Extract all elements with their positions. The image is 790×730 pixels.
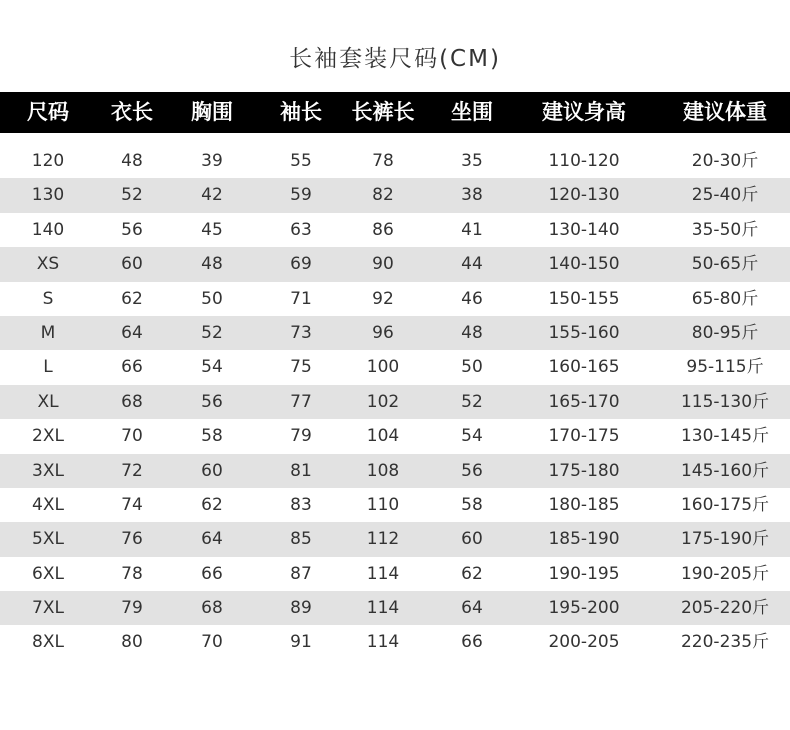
cell-chest: 45 [201, 219, 223, 240]
cell-weight: 20-30斤 [691, 151, 759, 171]
cell-pants-length: 82 [372, 185, 394, 206]
page-title: 长袖套装尺码(CM) [289, 46, 501, 72]
cell-size: 7XL [32, 598, 64, 619]
cell-weight: 50-65斤 [691, 254, 759, 275]
table-row [0, 419, 790, 453]
cell-chest: 54 [201, 357, 223, 378]
cell-chest: 56 [201, 391, 223, 412]
cell-hip: 41 [461, 219, 483, 240]
cell-hip: 58 [461, 494, 483, 515]
cell-hip: 48 [461, 322, 483, 343]
table-row [0, 282, 790, 316]
cell-sleeve: 87 [290, 563, 312, 584]
header-height: 建议身高 [542, 100, 626, 124]
cell-length: 60 [121, 254, 143, 275]
cell-length: 48 [121, 151, 143, 171]
cell-pants-length: 102 [366, 391, 400, 412]
table-row [0, 557, 790, 591]
cell-weight: 35-50斤 [691, 219, 759, 240]
header-chest: 胸围 [191, 100, 233, 124]
cell-weight: 175-190斤 [680, 529, 770, 550]
cell-length: 64 [121, 322, 143, 343]
cell-weight: 190-205斤 [680, 563, 770, 584]
cell-chest: 70 [201, 632, 223, 653]
cell-pants-length: 110 [366, 494, 400, 515]
cell-chest: 66 [201, 563, 223, 584]
table-row [0, 522, 790, 556]
cell-size: 2XL [32, 426, 64, 447]
cell-hip: 52 [461, 391, 483, 412]
cell-pants-length: 92 [372, 288, 394, 309]
cell-sleeve: 55 [290, 151, 312, 171]
cell-length: 76 [121, 529, 143, 550]
cell-chest: 50 [201, 288, 223, 309]
cell-height: 140-150 [548, 254, 620, 275]
table-row [0, 144, 790, 178]
table-row [0, 350, 790, 384]
cell-pants-length: 114 [366, 563, 400, 584]
cell-size: 5XL [32, 529, 64, 550]
cell-sleeve: 81 [290, 460, 312, 481]
cell-pants-length: 108 [366, 460, 400, 481]
cell-size: 130 [31, 185, 65, 206]
cell-hip: 60 [461, 529, 483, 550]
cell-length: 78 [121, 563, 143, 584]
cell-hip: 38 [461, 185, 483, 206]
cell-hip: 50 [461, 357, 483, 378]
cell-sleeve: 73 [290, 322, 312, 343]
cell-size: 6XL [32, 563, 64, 584]
cell-sleeve: 63 [290, 219, 312, 240]
table-header [0, 92, 790, 133]
cell-height: 175-180 [548, 460, 620, 481]
cell-weight: 130-145斤 [680, 426, 770, 447]
header-size: 尺码 [27, 100, 69, 124]
cell-weight: 25-40斤 [691, 185, 759, 206]
cell-hip: 46 [461, 288, 483, 309]
cell-height: 130-140 [548, 219, 620, 240]
cell-chest: 64 [201, 529, 223, 550]
cell-size: XL [37, 391, 59, 412]
header-sleeve: 袖长 [280, 100, 322, 124]
header-hip: 坐围 [451, 100, 493, 124]
table-row [0, 385, 790, 419]
header-weight: 建议体重 [683, 100, 767, 124]
cell-sleeve: 85 [290, 529, 312, 550]
table-row [0, 488, 790, 522]
cell-weight: 115-130斤 [680, 391, 770, 412]
cell-pants-length: 114 [366, 632, 400, 653]
table-row [0, 316, 790, 350]
cell-size: M [40, 322, 56, 343]
cell-pants-length: 86 [372, 219, 394, 240]
cell-length: 52 [121, 185, 143, 206]
cell-length: 66 [121, 357, 143, 378]
cell-weight: 205-220斤 [680, 598, 770, 619]
cell-chest: 62 [201, 494, 223, 515]
cell-height: 180-185 [548, 494, 620, 515]
cell-weight: 80-95斤 [691, 322, 759, 343]
cell-weight: 160-175斤 [680, 494, 770, 515]
cell-sleeve: 89 [290, 598, 312, 619]
cell-sleeve: 71 [290, 288, 312, 309]
cell-size: 3XL [32, 460, 64, 481]
table-row [0, 247, 790, 281]
cell-pants-length: 104 [366, 426, 400, 447]
cell-hip: 64 [461, 598, 483, 619]
cell-pants-length: 90 [372, 254, 394, 275]
cell-sleeve: 91 [290, 632, 312, 653]
cell-height: 160-165 [548, 357, 620, 378]
table-row [0, 591, 790, 625]
cell-chest: 39 [201, 151, 223, 171]
cell-length: 72 [121, 460, 143, 481]
cell-size: S [42, 288, 54, 309]
cell-sleeve: 75 [290, 357, 312, 378]
cell-hip: 54 [461, 426, 483, 447]
cell-sleeve: 69 [290, 254, 312, 275]
cell-length: 80 [121, 632, 143, 653]
cell-height: 185-190 [548, 529, 620, 550]
table-row [0, 454, 790, 488]
cell-pants-length: 96 [372, 322, 394, 343]
header-length: 衣长 [111, 100, 153, 124]
cell-chest: 52 [201, 322, 223, 343]
table-row [0, 625, 790, 659]
cell-hip: 44 [461, 254, 483, 275]
cell-chest: 48 [201, 254, 223, 275]
cell-hip: 62 [461, 563, 483, 584]
cell-pants-length: 100 [366, 357, 400, 378]
size-table-body [0, 144, 790, 660]
cell-chest: 60 [201, 460, 223, 481]
cell-size: 120 [31, 151, 65, 171]
cell-pants-length: 114 [366, 598, 400, 619]
cell-height: 120-130 [548, 185, 620, 206]
cell-height: 170-175 [548, 426, 620, 447]
cell-pants-length: 78 [372, 151, 394, 171]
cell-sleeve: 79 [290, 426, 312, 447]
cell-chest: 42 [201, 185, 223, 206]
cell-chest: 58 [201, 426, 223, 447]
cell-size: 140 [31, 219, 65, 240]
cell-length: 79 [121, 598, 143, 619]
header-pants-length: 长裤长 [351, 100, 415, 124]
cell-length: 56 [121, 219, 143, 240]
cell-weight: 145-160斤 [680, 460, 770, 481]
cell-height: 190-195 [548, 563, 620, 584]
cell-height: 150-155 [548, 288, 620, 309]
cell-size: XS [36, 254, 60, 275]
cell-height: 110-120 [548, 151, 620, 171]
cell-height: 165-170 [548, 391, 620, 412]
cell-size: 4XL [32, 494, 64, 515]
cell-height: 200-205 [548, 632, 620, 653]
cell-height: 155-160 [548, 322, 620, 343]
table-row [0, 213, 790, 247]
cell-length: 70 [121, 426, 143, 447]
cell-height: 195-200 [548, 598, 620, 619]
cell-sleeve: 77 [290, 391, 312, 412]
cell-length: 68 [121, 391, 143, 412]
cell-hip: 35 [461, 151, 483, 171]
cell-length: 74 [121, 494, 143, 515]
cell-sleeve: 59 [290, 185, 312, 206]
cell-weight: 220-235斤 [680, 632, 770, 653]
cell-hip: 56 [461, 460, 483, 481]
table-row [0, 178, 790, 212]
cell-hip: 66 [461, 632, 483, 653]
cell-sleeve: 83 [290, 494, 312, 515]
cell-weight: 95-115斤 [686, 357, 764, 378]
cell-size: L [43, 357, 53, 378]
cell-chest: 68 [201, 598, 223, 619]
cell-weight: 65-80斤 [691, 288, 759, 309]
cell-size: 8XL [32, 632, 64, 653]
cell-length: 62 [121, 288, 143, 309]
cell-pants-length: 112 [366, 529, 400, 550]
